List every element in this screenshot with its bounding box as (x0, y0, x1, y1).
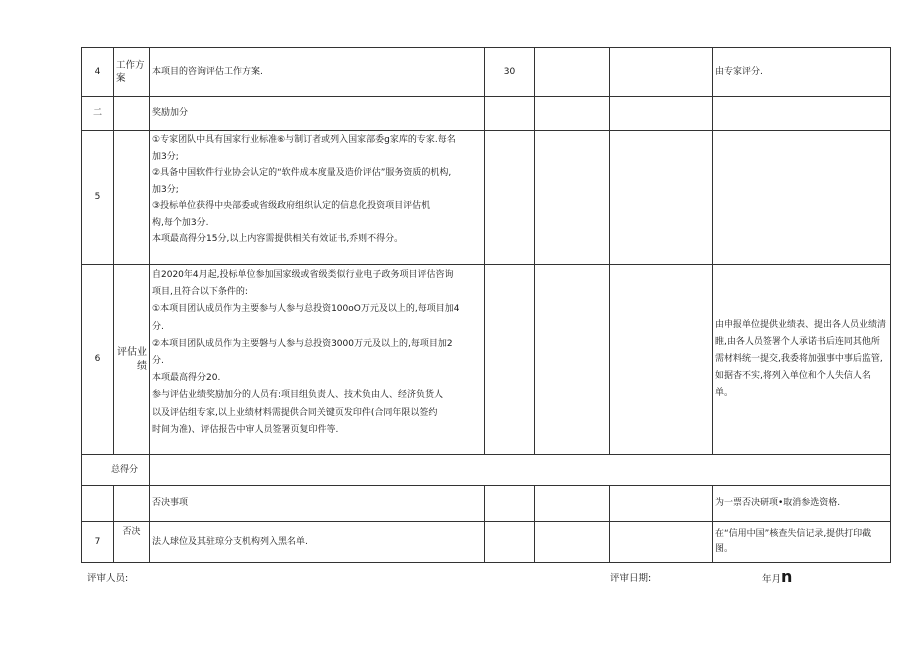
empty-cell (610, 131, 713, 265)
item-content: ①专家团队中具有国家行业标准⑥与制订者或列入国家部委g家库的专家.每名 加3分; ②具备中国软件行业协会认定的“软件成本度量及造价评估”服务资质的机构, 加3分; ③投标单位获得中央部委或省级政府组织认定的信息化投资项目评估机 构,每个加3分. 本项最高得分15分,以上内容需提供相关有效证书,乔则不得分。 (150, 131, 485, 265)
empty-cell (82, 486, 114, 522)
empty-cell (535, 486, 610, 522)
empty-cell (485, 265, 535, 455)
table-row-veto-header (82, 486, 891, 522)
item-number: 4 (82, 48, 114, 97)
veto-title: 否决事项 (150, 486, 485, 522)
table-row-5 (82, 131, 891, 265)
empty-cell (610, 97, 713, 131)
section-number: 二 (82, 97, 114, 131)
empty-cell (610, 522, 713, 563)
date-suffix-text: 年月 (762, 574, 782, 585)
date-mark: n (781, 567, 793, 586)
table-row-6 (82, 265, 891, 455)
item-content: 自2020年4月起,投标单位参加国家级或省级类似行业电子政务项目评估咨询 项目,且符合以下条件的: ①本项目团认成员作为主要参与人参与总投资100oO万元及以上的,每项目加4 分. ②本项目团队成员作为主要磐与人参与总投资3000万元及以上的,每项目加2 分. 本项最高得分20. 参与评估业绩奖励加分的人员有:项目组负责人、技术负由人、经济负货人 以及评估组专家,以上业绩材料需提供合同关键页发印件(合同年限以签约 时间为准)、评估报告中审人员签署页复印件等. (150, 265, 485, 455)
table-row-4 (82, 48, 891, 97)
empty-cell (535, 131, 610, 265)
empty-cell (114, 97, 150, 131)
item-content: 本项目的咨询评估工作方案. (150, 48, 485, 97)
empty-cell (535, 48, 610, 97)
reviewer-label: 评审人员: (87, 573, 129, 584)
table-row-total (82, 455, 891, 486)
item-category: 否决 (114, 522, 150, 563)
empty-cell (485, 97, 535, 131)
item-note: 由申报单位提供业绩表、提出各人员业绩清睢,由各人员签署个人承诺书后连同其他所需材料统一提交,我委将加强事中事后监管,如据杳不实,将列入单位和个人失信人名单。 (713, 265, 891, 455)
total-score-label: 总得分 (82, 455, 150, 486)
empty-cell (713, 131, 891, 265)
item-number: 6 (82, 265, 114, 455)
empty-cell (535, 265, 610, 455)
empty-cell (485, 131, 535, 265)
table-row-7 (82, 522, 891, 563)
item-score: 30 (485, 48, 535, 97)
item-note: 在“信用中国”核查失信记录,提供打印截图。 (713, 522, 891, 563)
total-score-value (150, 455, 891, 486)
review-date-suffix (762, 567, 792, 586)
item-note: 由专家评分. (713, 48, 891, 97)
empty-cell (485, 486, 535, 522)
table-row-section-2 (82, 97, 891, 131)
section-title: 奖励加分 (150, 97, 485, 131)
empty-cell (610, 486, 713, 522)
empty-cell (535, 97, 610, 131)
empty-cell (610, 265, 713, 455)
item-number: 7 (82, 522, 114, 563)
empty-cell (485, 522, 535, 563)
empty-cell (713, 97, 891, 131)
item-category: 评估业绩 (114, 265, 150, 455)
review-date-label: 评审日期: (610, 573, 652, 584)
evaluation-table (81, 47, 891, 563)
veto-note: 为一票否决研项•取消参选资格. (713, 486, 891, 522)
empty-cell (535, 522, 610, 563)
empty-cell (610, 48, 713, 97)
item-number: 5 (82, 131, 114, 265)
empty-cell (114, 486, 150, 522)
empty-cell (114, 131, 150, 265)
item-content: 法人球位及其驻琼分支机构列入黑名单. (150, 522, 485, 563)
item-category: 工作方案 (114, 48, 150, 97)
